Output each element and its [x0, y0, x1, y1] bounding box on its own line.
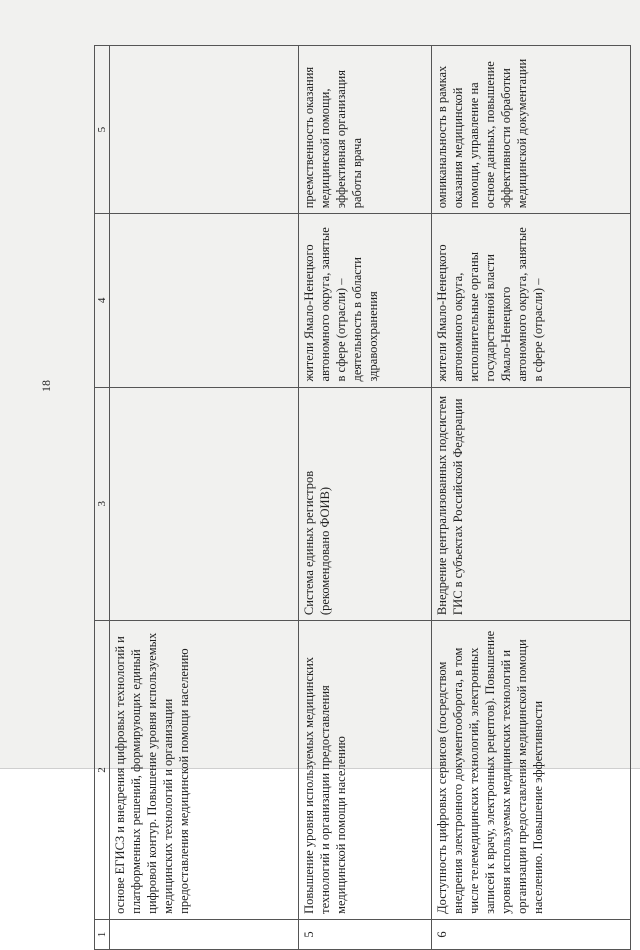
header-col-3: 3	[95, 387, 110, 621]
header-col-5: 5	[95, 46, 110, 214]
cell-description: Повышение уровня используемых медицинских технологий и организации предоставления медицинской помощи населению	[299, 621, 432, 920]
row-number: 5	[299, 919, 432, 949]
table-row	[110, 46, 299, 950]
cell-effect: омниканальность в рамках оказания медицинской помощи, управление на основе данных, повышение эффективности обработки медицинской документации	[432, 46, 631, 214]
cell-system: Система единых регистров (рекомендовано ФОИВ)	[299, 387, 432, 621]
rotated-content	[94, 45, 627, 950]
cell-effect: преемственность оказания медицинской помощи, эффективная организация работы врача	[299, 46, 432, 214]
cell-audience: жители Ямало-Ненецкого автономного округа, занятые в сфере (отрасли) – деятельность в области здравоохранения	[299, 214, 432, 387]
header-col-2: 2	[95, 621, 110, 920]
header-col-1: 1	[95, 919, 110, 949]
cell-system: Внедрение централизованных подсистем ГИС в субъектах Российской Федерации	[432, 387, 631, 621]
row-number: 6	[432, 919, 631, 949]
page-number: 18	[39, 380, 53, 392]
cell-description: основе ЕГИСЗ и внедрения цифровых технологий и платформенных решений, формирующих единый цифровой контур. Повышение уровня используемых медицинских технологий и организации предоставления медицинской помощи населению	[110, 621, 299, 920]
table-row	[432, 46, 631, 950]
table-row	[299, 46, 432, 950]
document-table	[94, 45, 631, 950]
cell-audience: жители Ямало-Ненецкого автономного округа, исполнительные органы государственной власти Ямало-Ненецкого автономного округа, занятые в сфере (отрасли) –	[432, 214, 631, 387]
header-row	[95, 46, 110, 950]
row-number	[110, 919, 299, 949]
cell-description: Доступность цифровых сервисов (посредством внедрения электронного документооборота, в том числе телемедицинских технологий, электронных записей к врачу, электронных рецептов). Повышение уровня используемых медицинских технологий и организации предоставления медицинской помощи населению. Повышение эффективности	[432, 621, 631, 920]
cell-system	[110, 387, 299, 621]
cell-effect	[110, 46, 299, 214]
cell-audience	[110, 214, 299, 387]
header-col-4: 4	[95, 214, 110, 387]
